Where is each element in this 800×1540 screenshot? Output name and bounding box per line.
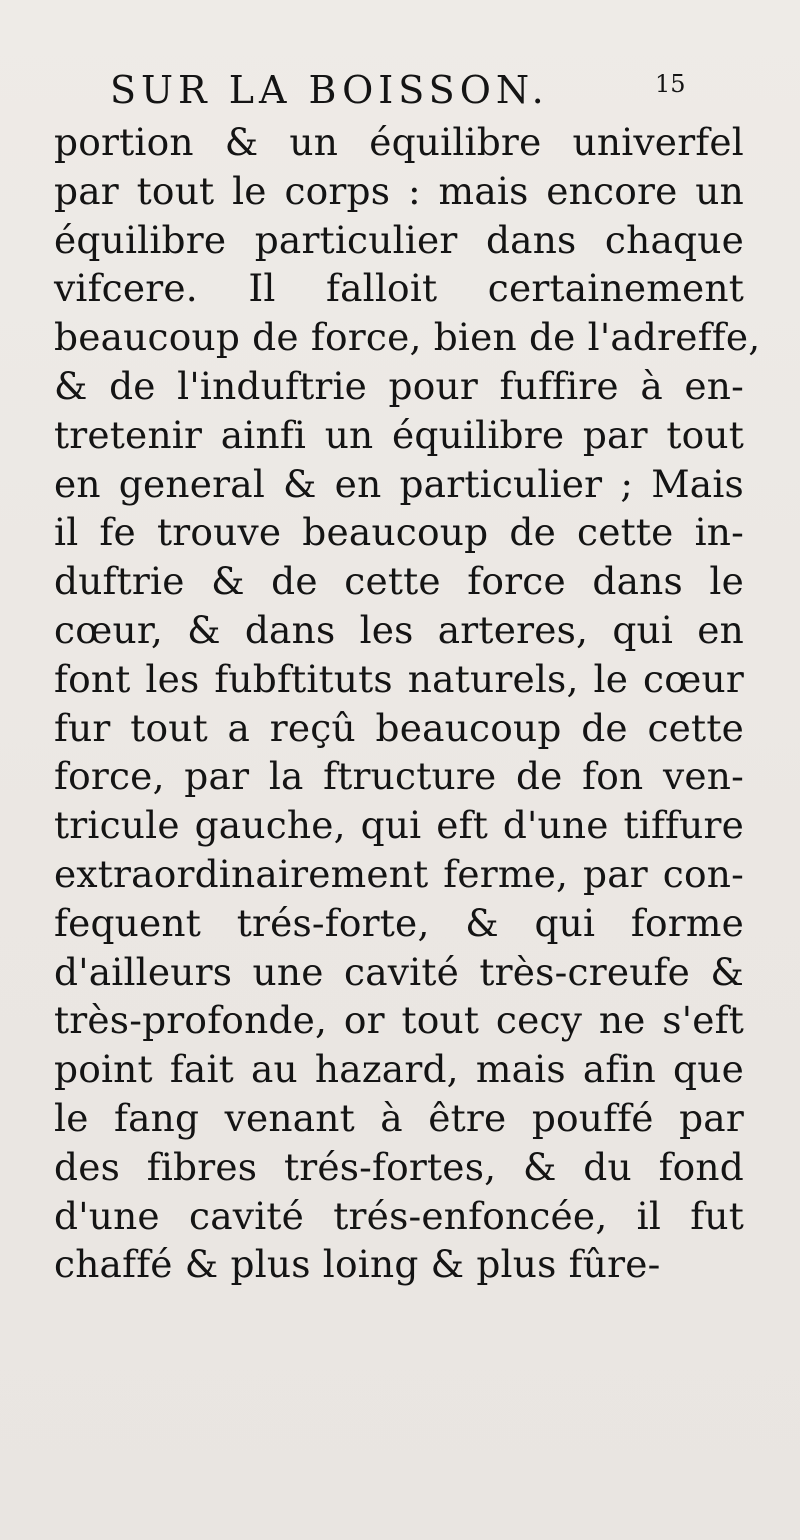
text-line: par tout le corps : mais encore un <box>54 168 744 213</box>
text-line: tretenir ainfi un équilibre par tout <box>54 412 744 457</box>
text-line: d'ailleurs une cavité très-creufe & <box>54 949 744 994</box>
text-line: fur tout a reçû beaucoup de cette <box>54 705 744 750</box>
text-line: beaucoup de force, bien de l'adreffe, <box>54 315 761 360</box>
text-line: extraordinairement ferme, par con- <box>54 851 744 896</box>
text-line: cœur, & dans les arteres, qui en <box>54 607 744 652</box>
text-line: & de l'induftrie pour fuffire à en- <box>54 363 744 408</box>
text-line: tricule gauche, qui eft d'une tiffure <box>54 803 744 848</box>
text-line: très-profonde, or tout cecy ne s'eft <box>54 998 744 1043</box>
text-line: force, par la ftructure de fon ven- <box>54 754 744 799</box>
text-line: duftrie & de cette force dans le <box>54 559 744 604</box>
text-line: le fang venant à être pouffé par <box>54 1095 744 1140</box>
text-line: font les fubftituts naturels, le cœur <box>54 656 744 701</box>
body-text <box>54 118 761 1289</box>
text-line: portion & un équilibre univerfel <box>54 120 744 164</box>
text-line: fequent trés-forte, & qui forme <box>54 900 744 945</box>
text-line: des fibres trés-fortes, & du fond <box>54 1144 744 1189</box>
text-line: vifcere. Il falloit certainement <box>54 266 744 311</box>
text-line: il fe trouve beaucoup de cette in- <box>54 510 744 555</box>
text-line: en general & en particulier ; Mais <box>54 461 744 506</box>
running-head: SUR LA BOISSON. <box>110 68 549 112</box>
page-header <box>110 68 690 120</box>
text-line: chaffé & plus loing & plus fûre- <box>54 1242 661 1287</box>
text-line: d'une cavité trés-enfoncée, il fut <box>54 1193 744 1238</box>
text-line: équilibre particulier dans chaque <box>54 217 744 262</box>
page-number: 15 <box>655 70 686 98</box>
text-line: point fait au hazard, mais afin que <box>54 1047 744 1092</box>
